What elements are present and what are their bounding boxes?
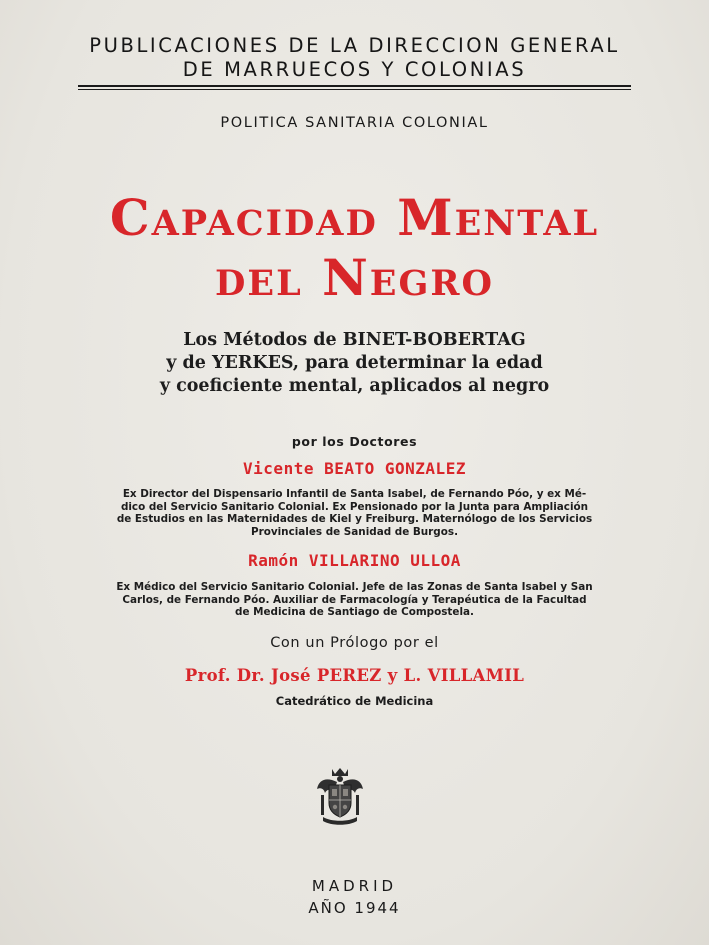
author-bio-2-line: Carlos, de Fernando Póo. Auxiliar de Farmacología y Terapéutica de la Facultad [122,593,587,606]
author-bio-2 [70,581,639,619]
byline: por los Doctores [291,434,418,449]
prologue-author: Prof. Dr. José PEREZ y L. VILLAMIL [184,666,525,685]
double-rule-top [78,85,631,87]
prologue-intro: Con un Prólogo por el [270,635,439,651]
subtitle-line-2: y de YERKES, para determinar la edad [166,353,543,373]
collection-name: POLITICA SANITARIA COLONIAL [220,115,489,131]
author-bio-2-line: Ex Médico del Servicio Sanitario Colonial. Jefe de las Zonas de Santa Isabel y San [116,581,593,593]
book-title-line-2: del Negro [215,248,494,307]
series-line-2: DE MARRUECOS Y COLONIAS [182,58,527,81]
series-line-1: PUBLICACIONES DE LA DIRECCION GENERAL [89,34,620,57]
subtitle-line-1: Los Métodos de BINET-BOBERTAG [183,330,526,350]
prologue-author-role: Catedrático de Medicina [275,694,434,708]
book-title-line-1: Capacidad Mental [109,188,600,247]
author-name-1: Vicente BEATO GONZALEZ [243,459,466,478]
author-bio-2-line: de Medicina de Santiago de Compostela. [235,606,474,619]
subtitle-line-3: y coeficiente mental, aplicados al negro [159,376,550,396]
author-bio-1-line: dico del Servicio Sanitario Colonial. Ex Pensionado por la Junta para Ampliación [120,500,589,513]
author-bio-1-line: Ex Director del Dispensario Infantil de Santa Isabel, de Fernando Póo, y ex Mé- [122,488,587,500]
author-bio-1-line: Provinciales de Sanidad de Burgos. [250,525,459,538]
coat-of-arms-icon [315,765,365,827]
author-bio-1-line: de Estudios en las Maternidades de Kiel y Freiburg. Maternólogo de los Servicios [116,513,593,526]
author-name-2: Ramón VILLARINO ULLOA [248,551,461,570]
imprint-place: MADRID [311,877,398,895]
author-bio-1 [70,488,639,538]
imprint-year: AÑO 1944 [308,899,401,917]
subtitle [0,329,709,398]
double-rule-bottom [78,89,631,90]
